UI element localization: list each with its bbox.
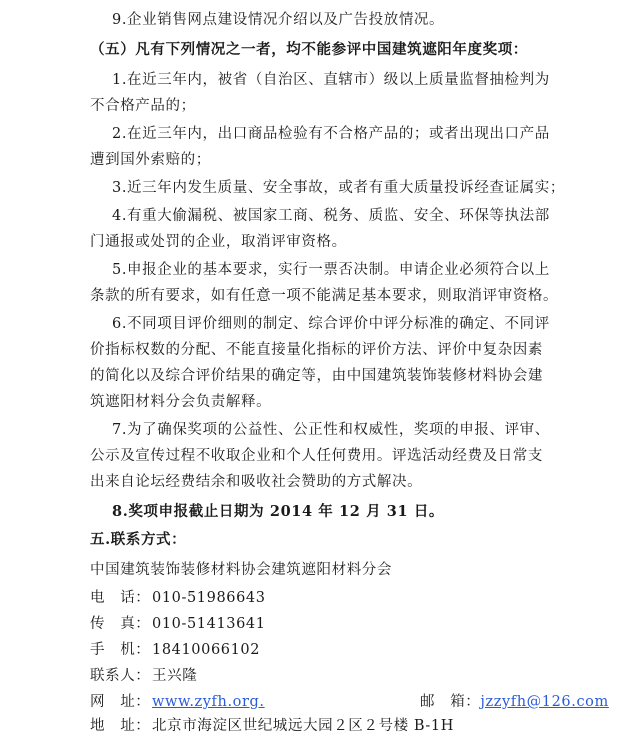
contact-person-value: 王兴隆 <box>152 668 198 684</box>
section-5-heading: （五）凡有下列情况之一者，均不能参评中国建筑遮阳年度奖项： <box>90 41 528 58</box>
fax-row <box>90 614 266 634</box>
email-block <box>420 692 609 712</box>
rule-4-line-2: 门通报或处罚的企业，取消评审资格。 <box>90 234 347 250</box>
address-value: 北京市海淀区世纪城远大园２区２号楼 B-1H <box>152 718 455 734</box>
rule-5-line-1: 5.申报企业的基本要求，实行一票否决制。申请企业必须符合以上 <box>112 262 550 278</box>
rule-7-line-2: 公示及宣传过程不收取企业和个人任何费用。评选活动经费及日常支 <box>90 448 543 464</box>
phone-value: 010-51986643 <box>152 590 266 606</box>
contact-heading: 五.联系方式： <box>90 531 187 548</box>
phone-row <box>90 588 266 608</box>
org-name: 中国建筑装饰装修材料协会建筑遮阳材料分会 <box>90 562 392 578</box>
item-9: 9.企业销售网点建设情况介绍以及广告投放情况。 <box>112 12 445 28</box>
mobile-row <box>90 640 260 660</box>
rule-6-line-4: 筑遮阳材料分会负责解释。 <box>90 394 272 410</box>
rule-7-line-3: 出来自论坛经费结余和吸收社会赞助的方式解决。 <box>90 474 423 490</box>
rule-5-line-2: 条款的所有要求，如有任意一项不能满足基本要求，则取消评审资格。 <box>90 288 559 304</box>
fax-label: 传 真： <box>90 616 151 632</box>
mobile-label: 手 机： <box>90 642 151 658</box>
fax-value: 010-51413641 <box>152 616 266 632</box>
rule-6-line-3: 的简化以及综合评价结果的确定等，由中国建筑装饰装修材料协会建 <box>90 368 543 384</box>
email-label: 邮 箱： <box>420 694 481 710</box>
email-link[interactable]: jzzyfh@126.com <box>480 694 609 710</box>
rule-2-line-2: 遭到国外索赔的； <box>90 152 211 168</box>
rule-4-line-1: 4.有重大偷漏税、被国家工商、税务、质监、安全、环保等执法部 <box>112 208 550 224</box>
phone-label: 电 话： <box>90 590 151 606</box>
contact-person-label: 联系人： <box>90 668 151 684</box>
deadline: 8.奖项申报截止日期为 2014 年 12 月 31 日。 <box>112 503 445 520</box>
rule-6-line-1: 6.不同项目评价细则的制定、综合评价中评分标准的确定、不同评 <box>112 316 550 332</box>
website-label: 网 址： <box>90 694 151 710</box>
website-link[interactable]: www.zyfh.org. <box>152 694 265 710</box>
contact-person-row <box>90 666 197 686</box>
web-email-row <box>90 692 610 712</box>
mobile-value: 18410066102 <box>152 642 261 658</box>
address-row <box>90 716 454 736</box>
rule-7-line-1: 7.为了确保奖项的公益性、公正性和权威性，奖项的申报、评审、 <box>112 422 550 438</box>
rule-6-line-2: 价指标权数的分配、不能直接量化指标的评价方法、评价中复杂因素 <box>90 342 543 358</box>
rule-1-line-1: 1.在近三年内，被省（自治区、直辖市）级以上质量监督抽检判为 <box>112 72 550 88</box>
rule-3-line-1: 3.近三年内发生质量、安全事故，或者有重大质量投诉经查证属实； <box>112 180 565 196</box>
rule-1-line-2: 不合格产品的； <box>90 98 196 114</box>
address-label: 地 址： <box>90 718 151 734</box>
rule-2-line-1: 2.在近三年内，出口商品检验有不合格产品的；或者出现出口产品 <box>112 126 550 142</box>
